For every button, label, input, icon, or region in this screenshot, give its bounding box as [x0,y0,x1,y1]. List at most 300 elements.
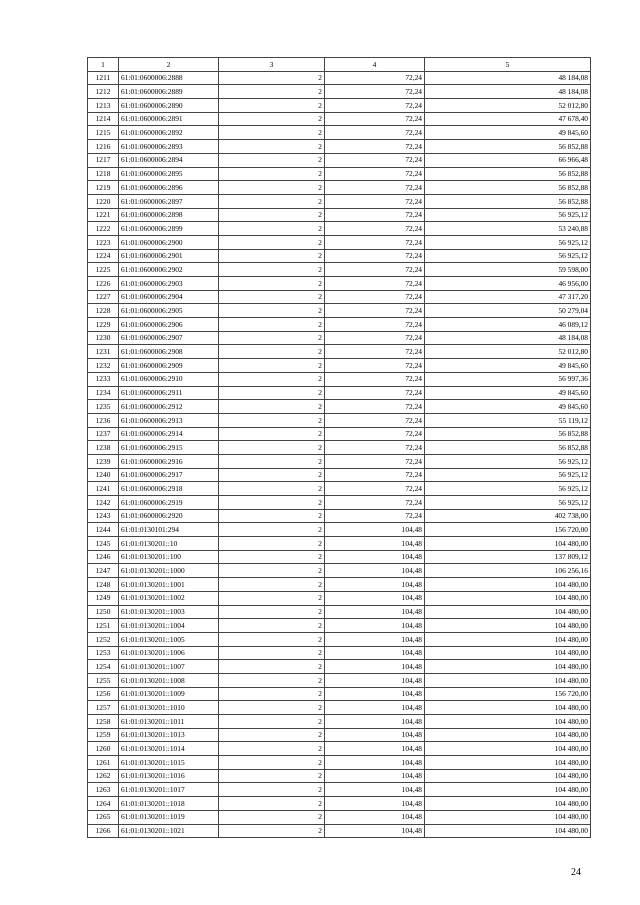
cadastral-number-cell: 61:01:0600006:2911 [119,386,219,400]
table-row [88,441,591,455]
area-cell: 72,24 [325,99,425,113]
table-row [88,263,591,277]
row-number-cell: 1227 [88,290,119,304]
value-cell: 56 852,88 [425,441,591,455]
column-3-cell: 2 [219,386,325,400]
area-cell: 72,24 [325,153,425,167]
value-cell: 56 852,88 [425,167,591,181]
value-cell: 56 997,36 [425,372,591,386]
column-3-cell: 2 [219,783,325,797]
table-row [88,578,591,592]
table-row [88,99,591,113]
value-cell: 104 480,00 [425,591,591,605]
area-cell: 72,24 [325,509,425,523]
value-cell: 55 119,12 [425,413,591,427]
area-cell: 104,48 [325,550,425,564]
row-number-cell: 1262 [88,769,119,783]
value-cell: 104 480,00 [425,701,591,715]
table-row [88,372,591,386]
row-number-cell: 1224 [88,249,119,263]
row-number-cell: 1234 [88,386,119,400]
cadastral-number-cell: 61:01:0600006:2910 [119,372,219,386]
area-cell: 104,48 [325,564,425,578]
column-3-cell: 2 [219,194,325,208]
area-cell: 72,24 [325,304,425,318]
cadastral-number-cell: 61:01:0600006:2900 [119,235,219,249]
table-row [88,687,591,701]
value-cell: 56 925,12 [425,454,591,468]
column-3-cell: 2 [219,468,325,482]
row-number-cell: 1266 [88,824,119,838]
cadastral-number-cell: 61:01:0600006:2920 [119,509,219,523]
row-number-cell: 1260 [88,742,119,756]
value-cell: 104 480,00 [425,605,591,619]
table-row [88,345,591,359]
value-cell: 52 012,80 [425,345,591,359]
table-row [88,304,591,318]
row-number-cell: 1242 [88,496,119,510]
cadastral-number-cell: 61:01:0130201::1009 [119,687,219,701]
table-body [88,71,591,838]
table-row [88,564,591,578]
cadastral-number-cell: 61:01:0600006:2898 [119,208,219,222]
value-cell: 104 480,00 [425,797,591,811]
column-3-cell: 2 [219,523,325,537]
table-row [88,728,591,742]
column-3-cell: 2 [219,249,325,263]
header-row [88,58,591,72]
row-number-cell: 1240 [88,468,119,482]
cadastral-number-cell: 61:01:0600006:2907 [119,331,219,345]
table-row [88,523,591,537]
column-3-cell: 2 [219,167,325,181]
row-number-cell: 1248 [88,578,119,592]
value-cell: 104 480,00 [425,742,591,756]
row-number-cell: 1225 [88,263,119,277]
table-row [88,605,591,619]
cadastral-number-cell: 61:01:0600006:2892 [119,126,219,140]
cadastral-number-cell: 61:01:0600006:2916 [119,454,219,468]
row-number-cell: 1254 [88,660,119,674]
column-3-cell: 2 [219,769,325,783]
cadastral-number-cell: 61:01:0130201::1019 [119,810,219,824]
value-cell: 49 845,60 [425,126,591,140]
cadastral-number-cell: 61:01:0600006:2891 [119,112,219,126]
column-3-cell: 2 [219,550,325,564]
area-cell: 72,24 [325,71,425,85]
value-cell: 48 184,08 [425,71,591,85]
value-cell: 50 279,04 [425,304,591,318]
table-row [88,468,591,482]
row-number-cell: 1216 [88,140,119,154]
cadastral-number-cell: 61:01:0600006:2894 [119,153,219,167]
column-3-cell: 2 [219,605,325,619]
value-cell: 56 925,12 [425,496,591,510]
table-row [88,797,591,811]
row-number-cell: 1230 [88,331,119,345]
row-number-cell: 1229 [88,318,119,332]
table-row [88,85,591,99]
table-row [88,632,591,646]
column-3-cell: 2 [219,646,325,660]
value-cell: 104 480,00 [425,769,591,783]
cadastral-number-cell: 61:01:0130201::1007 [119,660,219,674]
value-cell: 47 317,20 [425,290,591,304]
area-cell: 72,24 [325,413,425,427]
column-3-cell: 2 [219,126,325,140]
table-row [88,715,591,729]
column-3-cell: 2 [219,372,325,386]
column-3-cell: 2 [219,441,325,455]
area-cell: 104,48 [325,578,425,592]
row-number-cell: 1233 [88,372,119,386]
table-row [88,619,591,633]
header-cell-4: 4 [325,58,425,72]
value-cell: 156 720,00 [425,523,591,537]
table-row [88,427,591,441]
table-row [88,249,591,263]
column-3-cell: 2 [219,564,325,578]
table-row [88,194,591,208]
area-cell: 104,48 [325,783,425,797]
cadastral-number-cell: 61:01:0130201::1001 [119,578,219,592]
cadastral-number-cell: 61:01:0600006:2913 [119,413,219,427]
area-cell: 104,48 [325,646,425,660]
table-row [88,496,591,510]
area-cell: 72,24 [325,112,425,126]
row-number-cell: 1252 [88,632,119,646]
cadastral-number-cell: 61:01:0130201::1005 [119,632,219,646]
cadastral-number-cell: 61:01:0600006:2897 [119,194,219,208]
table-row [88,222,591,236]
value-cell: 104 480,00 [425,632,591,646]
value-cell: 56 852,88 [425,140,591,154]
value-cell: 48 184,08 [425,331,591,345]
cadastral-number-cell: 61:01:0130201::1014 [119,742,219,756]
value-cell: 49 845,60 [425,400,591,414]
area-cell: 104,48 [325,660,425,674]
table-row [88,318,591,332]
column-3-cell: 2 [219,454,325,468]
cadastral-number-cell: 61:01:0600006:2895 [119,167,219,181]
header-cell-1: 1 [88,58,119,72]
table-row [88,71,591,85]
table-row [88,153,591,167]
area-cell: 72,24 [325,454,425,468]
table-row [88,550,591,564]
value-cell: 56 925,12 [425,482,591,496]
area-cell: 72,24 [325,208,425,222]
cadastral-number-cell: 61:01:0600006:2906 [119,318,219,332]
table-row [88,112,591,126]
row-number-cell: 1255 [88,673,119,687]
value-cell: 56 852,88 [425,427,591,441]
cadastral-number-cell: 61:01:0130201::1002 [119,591,219,605]
value-cell: 402 738,00 [425,509,591,523]
value-cell: 104 480,00 [425,728,591,742]
cadastral-number-cell: 61:01:0130201::1017 [119,783,219,797]
value-cell: 56 852,88 [425,194,591,208]
table-row [88,208,591,222]
column-3-cell: 2 [219,797,325,811]
table-row [88,824,591,838]
column-3-cell: 2 [219,400,325,414]
table-row [88,167,591,181]
row-number-cell: 1253 [88,646,119,660]
row-number-cell: 1246 [88,550,119,564]
table-row [88,742,591,756]
row-number-cell: 1239 [88,454,119,468]
column-3-cell: 2 [219,701,325,715]
column-3-cell: 2 [219,578,325,592]
area-cell: 72,24 [325,194,425,208]
table-row [88,331,591,345]
table-row [88,454,591,468]
cadastral-number-cell: 61:01:0130201::1011 [119,715,219,729]
value-cell: 104 480,00 [425,619,591,633]
area-cell: 72,24 [325,85,425,99]
row-number-cell: 1264 [88,797,119,811]
table-row [88,181,591,195]
cadastral-number-cell: 61:01:0600006:2909 [119,359,219,373]
value-cell: 137 809,12 [425,550,591,564]
table-row [88,660,591,674]
column-3-cell: 2 [219,810,325,824]
column-3-cell: 2 [219,359,325,373]
column-3-cell: 2 [219,277,325,291]
value-cell: 47 678,40 [425,112,591,126]
area-cell: 72,24 [325,468,425,482]
cadastral-number-cell: 61:01:0130201::1004 [119,619,219,633]
row-number-cell: 1211 [88,71,119,85]
area-cell: 104,48 [325,673,425,687]
area-cell: 72,24 [325,222,425,236]
area-cell: 104,48 [325,619,425,633]
cadastral-number-cell: 61:01:0600006:2918 [119,482,219,496]
value-cell: 59 598,00 [425,263,591,277]
column-3-cell: 2 [219,413,325,427]
table-row [88,413,591,427]
cadastral-number-cell: 61:01:0600006:2908 [119,345,219,359]
value-cell: 49 845,60 [425,386,591,400]
row-number-cell: 1247 [88,564,119,578]
value-cell: 46 956,00 [425,277,591,291]
row-number-cell: 1244 [88,523,119,537]
table-row [88,482,591,496]
table-row [88,140,591,154]
area-cell: 104,48 [325,769,425,783]
cadastral-number-cell: 61:01:0600006:2919 [119,496,219,510]
row-number-cell: 1220 [88,194,119,208]
column-3-cell: 2 [219,824,325,838]
table-row [88,509,591,523]
column-3-cell: 2 [219,153,325,167]
cadastral-number-cell: 61:01:0600006:2893 [119,140,219,154]
row-number-cell: 1212 [88,85,119,99]
area-cell: 72,24 [325,126,425,140]
area-cell: 104,48 [325,523,425,537]
column-3-cell: 2 [219,263,325,277]
area-cell: 72,24 [325,441,425,455]
area-cell: 72,24 [325,235,425,249]
column-3-cell: 2 [219,112,325,126]
cadastral-number-cell: 61:01:0130201::1006 [119,646,219,660]
cadastral-number-cell: 61:01:0600006:2901 [119,249,219,263]
cadastral-number-cell: 61:01:0600006:2917 [119,468,219,482]
column-3-cell: 2 [219,318,325,332]
column-3-cell: 2 [219,208,325,222]
area-cell: 104,48 [325,797,425,811]
value-cell: 56 925,12 [425,249,591,263]
column-3-cell: 2 [219,482,325,496]
area-cell: 72,24 [325,496,425,510]
area-cell: 72,24 [325,318,425,332]
page-number: 24 [571,867,581,878]
data-table [87,57,591,838]
area-cell: 72,24 [325,181,425,195]
cadastral-number-cell: 61:01:0600006:2912 [119,400,219,414]
row-number-cell: 1235 [88,400,119,414]
row-number-cell: 1256 [88,687,119,701]
row-number-cell: 1222 [88,222,119,236]
table-row [88,673,591,687]
cadastral-number-cell: 61:01:0600006:2896 [119,181,219,195]
area-cell: 72,24 [325,482,425,496]
area-cell: 104,48 [325,591,425,605]
row-number-cell: 1215 [88,126,119,140]
cadastral-number-cell: 61:01:0130201::1003 [119,605,219,619]
cadastral-number-cell: 61:01:0130201::1016 [119,769,219,783]
cadastral-number-cell: 61:01:0600006:2905 [119,304,219,318]
cadastral-number-cell: 61:01:0600006:2904 [119,290,219,304]
row-number-cell: 1232 [88,359,119,373]
column-3-cell: 2 [219,660,325,674]
column-3-cell: 2 [219,99,325,113]
cadastral-number-cell: 61:01:0600006:2890 [119,99,219,113]
table-row [88,290,591,304]
row-number-cell: 1217 [88,153,119,167]
value-cell: 53 240,88 [425,222,591,236]
row-number-cell: 1250 [88,605,119,619]
value-cell: 56 925,12 [425,468,591,482]
cadastral-number-cell: 61:01:0130201::1015 [119,756,219,770]
area-cell: 104,48 [325,756,425,770]
table-row [88,277,591,291]
cadastral-number-cell: 61:01:0600006:2914 [119,427,219,441]
table-row [88,537,591,551]
value-cell: 156 720,00 [425,687,591,701]
area-cell: 104,48 [325,605,425,619]
header-cell-3: 3 [219,58,325,72]
area-cell: 72,24 [325,249,425,263]
column-3-cell: 2 [219,632,325,646]
row-number-cell: 1251 [88,619,119,633]
column-3-cell: 2 [219,591,325,605]
column-3-cell: 2 [219,496,325,510]
cadastral-number-cell: 61:01:0600006:2915 [119,441,219,455]
value-cell: 104 480,00 [425,756,591,770]
row-number-cell: 1257 [88,701,119,715]
row-number-cell: 1213 [88,99,119,113]
column-3-cell: 2 [219,687,325,701]
area-cell: 72,24 [325,290,425,304]
value-cell: 104 480,00 [425,660,591,674]
row-number-cell: 1245 [88,537,119,551]
value-cell: 66 966,48 [425,153,591,167]
value-cell: 104 480,00 [425,783,591,797]
area-cell: 104,48 [325,715,425,729]
value-cell: 49 845,60 [425,359,591,373]
area-cell: 104,48 [325,687,425,701]
cadastral-number-cell: 61:01:0130201::1010 [119,701,219,715]
value-cell: 104 480,00 [425,537,591,551]
cadastral-number-cell: 61:01:0600006:2888 [119,71,219,85]
column-3-cell: 2 [219,715,325,729]
value-cell: 104 480,00 [425,715,591,729]
value-cell: 56 852,88 [425,181,591,195]
value-cell: 104 480,00 [425,673,591,687]
column-3-cell: 2 [219,181,325,195]
column-3-cell: 2 [219,235,325,249]
value-cell: 104 480,00 [425,646,591,660]
table-row [88,359,591,373]
table-row [88,126,591,140]
area-cell: 104,48 [325,810,425,824]
value-cell: 104 480,00 [425,824,591,838]
area-cell: 72,24 [325,386,425,400]
cadastral-number-cell: 61:01:0130201::1013 [119,728,219,742]
area-cell: 72,24 [325,167,425,181]
column-3-cell: 2 [219,290,325,304]
row-number-cell: 1241 [88,482,119,496]
table-row [88,235,591,249]
column-3-cell: 2 [219,509,325,523]
row-number-cell: 1223 [88,235,119,249]
column-3-cell: 2 [219,140,325,154]
area-cell: 72,24 [325,345,425,359]
value-cell: 52 012,80 [425,99,591,113]
column-3-cell: 2 [219,427,325,441]
table-row [88,769,591,783]
row-number-cell: 1218 [88,167,119,181]
value-cell: 48 184,08 [425,85,591,99]
row-number-cell: 1261 [88,756,119,770]
value-cell: 106 256,16 [425,564,591,578]
column-3-cell: 2 [219,71,325,85]
value-cell: 104 480,00 [425,578,591,592]
cadastral-number-cell: 61:01:0130201::100 [119,550,219,564]
table-row [88,756,591,770]
cadastral-number-cell: 61:01:0600006:2899 [119,222,219,236]
area-cell: 72,24 [325,372,425,386]
row-number-cell: 1265 [88,810,119,824]
cadastral-number-cell: 61:01:0130201::1008 [119,673,219,687]
row-number-cell: 1228 [88,304,119,318]
cadastral-number-cell: 61:01:0130201::1018 [119,797,219,811]
row-number-cell: 1237 [88,427,119,441]
value-cell: 46 089,12 [425,318,591,332]
column-3-cell: 2 [219,345,325,359]
area-cell: 104,48 [325,701,425,715]
cadastral-number-cell: 61:01:0130201::10 [119,537,219,551]
column-3-cell: 2 [219,619,325,633]
table-row [88,783,591,797]
table-row [88,810,591,824]
area-cell: 72,24 [325,263,425,277]
column-3-cell: 2 [219,222,325,236]
area-cell: 104,48 [325,632,425,646]
column-3-cell: 2 [219,304,325,318]
